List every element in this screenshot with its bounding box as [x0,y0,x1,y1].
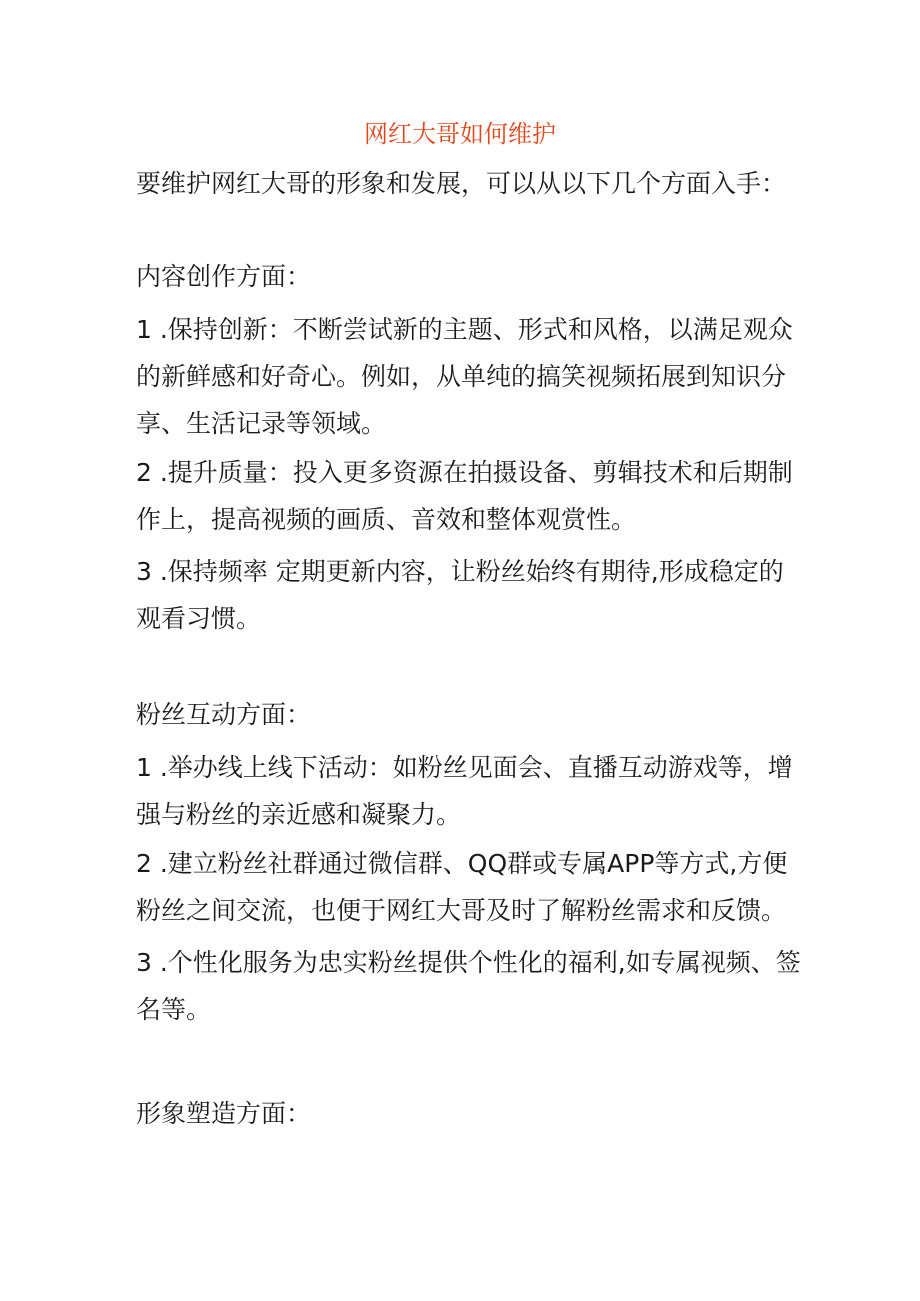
intro-paragraph: 要维护网红大哥的形象和发展，可以从以下几个方面入手： [136,169,787,198]
section-heading-content: 内容创作方面： [136,262,312,291]
content-line: 2 .提升质量：投入更多资源在拍摄设备、剪辑技术和后期制 [136,458,793,487]
fans-line: 名等。 [136,995,212,1024]
section-heading-fans: 粉丝互动方面： [136,700,312,729]
fans-line: 粉丝之间交流，也便于网红大哥及时了解粉丝需求和反馈。 [136,896,787,925]
fans-line: 强与粉丝的亲近感和凝聚力。 [136,800,462,829]
fans-line: 2 .建立粉丝社群通过微信群、QQ群或专属APP等方式,方便 [136,849,788,878]
fans-line: 3 .个性化服务为忠实粉丝提供个性化的福利,如专属视频、签 [136,948,801,977]
content-line: 观看习惯。 [136,604,262,633]
fans-line: 1 .举办线上线下活动：如粉丝见面会、直播互动游戏等，增 [136,753,793,782]
content-line: 作上，提高视频的画质、音效和整体观赏性。 [136,505,637,534]
content-line: 享、生活记录等领域。 [136,409,387,438]
content-line: 1 .保持创新：不断尝试新的主题、形式和风格，以满足观众 [136,315,793,344]
content-line: 3 .保持频率 定期更新内容，让粉丝始终有期待,形成稳定的 [136,557,784,586]
content-line: 的新鲜感和好奇心。例如，从单纯的搞笑视频拓展到知识分 [136,362,787,391]
section-heading-image: 形象塑造方面： [136,1099,312,1128]
document-title: 网红大哥如何维护 [364,120,556,148]
